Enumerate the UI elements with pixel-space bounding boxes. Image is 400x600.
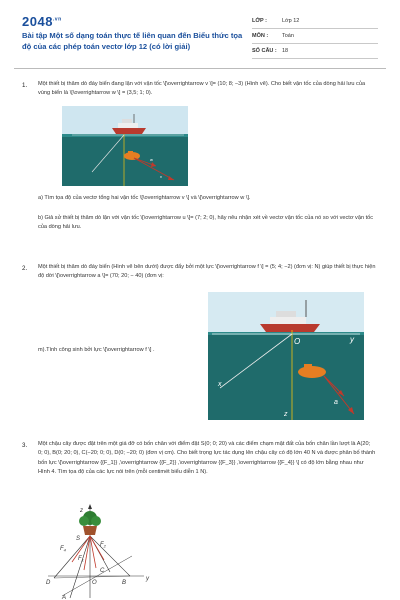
- meta-row-subject: [252, 29, 378, 44]
- question-1-text: Một thiết bị thăm dò đáy biển đang lặn với vận tốc \[\overrightarrow v \]= (10; 8; −3) (Hình vẽ). Cho biết vận tốc của dòng hải lưu của vùng biển là \[\overrightarrow w \] = (3,5; 1; 0).: [38, 81, 366, 97]
- vector-v-label: v: [160, 174, 162, 179]
- z-axis-label: z: [80, 508, 83, 514]
- point-o-label: O: [92, 580, 97, 586]
- site-logo[interactable]: [22, 14, 62, 29]
- meta-key: MÔN :: [252, 33, 269, 39]
- logo-suffix: .vn: [52, 16, 62, 23]
- question-3-text: Một chậu cây được đặt trên một giá đỡ có bốn chân với điểm đặt S(0; 0; 20) và các điểm chạm mặt đất của bốn chân lần lượt là A(20; 0; 0), B(0; 20; 0), C(−20; 0; 0), D(0; −20; 0) (đơn vị cm). Cho biết trọng lực tác dụng lên chậu cây có độ lớn 40 N và được phân bố thành bốn lực \[\overrightarrow {{F_1}} ,\overrightarrow {{F_2}} ,\overrightarrow {{F_3}} ,\overrightarrow {{F_4}} \] có độ lớn bằng nhau như Hình 4. Tìm tọa độ của các lực nói trên (mỗi centimét biểu diễn 1 N).: [38, 441, 376, 476]
- plant-icon: [79, 511, 101, 535]
- question-2-text-cont: m).Tính công sinh bởi lực \[\overrightarrow f \] .: [38, 347, 155, 353]
- meta-row-count: [252, 44, 378, 59]
- meta-key: LỚP :: [252, 18, 267, 24]
- force-f1-label: $F_1$: [78, 556, 84, 563]
- z-axis-label: z: [284, 411, 288, 418]
- point-d-label: D: [46, 580, 51, 586]
- vector-w-label: w: [150, 157, 153, 162]
- y-axis-label: y: [146, 576, 149, 582]
- question-1-part-b: b) Giả sử thiết bị thăm dò lặn với vận tốc \[\overrightarrow u \]= (7; 2; 0), hãy nêu nhận xét về vectơ vận tốc của nó so với vectơ vận tốc của dòng hải lưu.: [38, 215, 374, 231]
- figure-probe-force: [208, 292, 364, 420]
- question-1-part-a: a) Tìm tọa độ của vectơ tổng hai vận tốc \[\overrightarrow v \] và \[\overrightarrow w \].: [38, 195, 251, 201]
- meta-value: 18: [282, 48, 289, 54]
- meta-table: [252, 14, 378, 59]
- y-axis-label: y: [350, 335, 354, 344]
- force-f4-label: $F_4$: [60, 546, 66, 553]
- question-2-text: Một thiết bị thăm dò đáy biển (Hình vẽ bên dưới) được đẩy bởi một lực \[\overrightarrow f \] = (5; 4; −2) (đơn vị: N) giúp thiết bị thực hiện độ dời \[\overrightarrow a \]= (70; 20; − 40) (đơn vị:: [38, 264, 376, 280]
- figure-probe-current: [62, 106, 188, 186]
- logo-text: 2048: [22, 14, 53, 29]
- x-axis-label: x: [218, 381, 222, 388]
- meta-row-class: [252, 14, 378, 29]
- figure-plant-stand: [40, 502, 160, 600]
- point-b-label: B: [122, 580, 127, 586]
- vector-a-label: a: [334, 399, 338, 406]
- question-1-number: 1.: [22, 82, 28, 89]
- question-2-number: 2.: [22, 265, 28, 272]
- meta-value: Toán: [282, 33, 294, 39]
- force-f2-label: $F_2$: [100, 542, 106, 549]
- origin-label: O: [294, 337, 301, 346]
- meta-value: Lớp 12: [282, 18, 300, 24]
- page-title: Bài tập Một số dạng toán thực tế liên quan đến Biểu thức tọa độ của các phép toán vectơ lớp 12 (có lời giải): [22, 31, 243, 51]
- point-a-label: A: [62, 595, 67, 600]
- point-c-label: C: [100, 568, 105, 574]
- point-s-label: S: [76, 536, 81, 542]
- header-divider: [14, 68, 386, 69]
- question-3-number: 3.: [22, 442, 28, 449]
- meta-key: SỐ CÂU :: [252, 48, 277, 54]
